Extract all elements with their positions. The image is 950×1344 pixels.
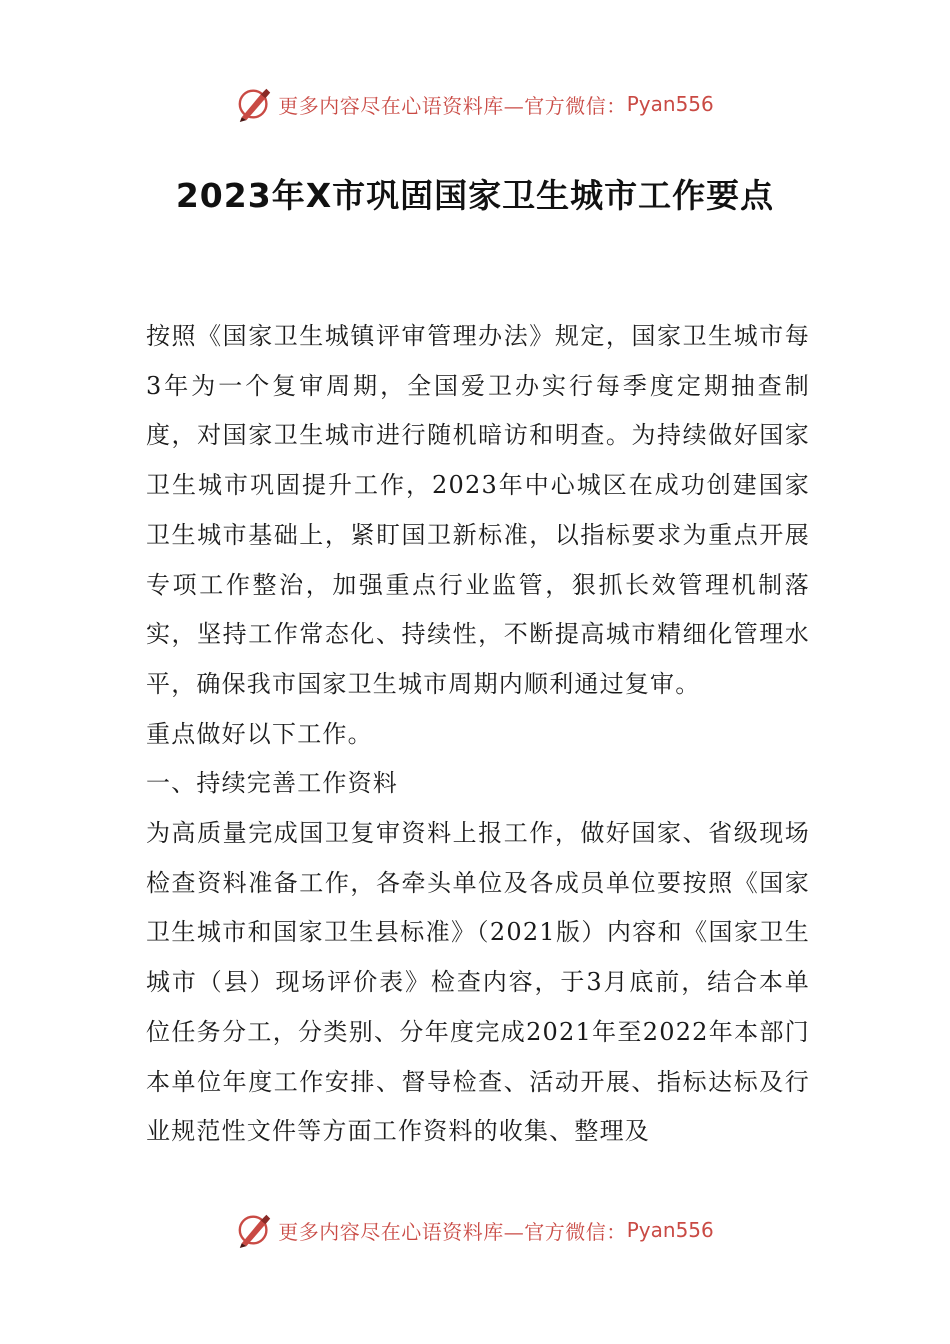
watermark-text: 更多内容尽在心语资料库—官方微信：: [278, 93, 627, 118]
header-watermark: [0, 82, 950, 126]
page-title: 2023年X市巩固国家卫生城市工作要点: [175, 176, 775, 215]
footer-watermark: [0, 1208, 950, 1252]
watermark-text: 更多内容尽在心语资料库—官方微信：: [278, 1219, 627, 1244]
paragraph-section-1: 为高质量完成国卫复审资料上报工作，做好国家、省级现场检查资料准备工作，各牵头单位及各成员单位要按照《国家卫生城市和国家卫生县标准》（2021版）内容和《国家卫生城市（县）现场评价表》检查内容，于3月底前，结合本单位任务分工，分类别、分年度完成2021年至2022年本部门本单位年度工作安排、督导检查、活动开展、指标达标及行业规范性文件等方面工作资料的收集、整理及: [146, 819, 810, 1146]
watermark-wechat-id: Pyan556: [626, 92, 714, 116]
paragraph-summary: 重点做好以下工作。: [146, 719, 373, 748]
section-heading-1: 一、持续完善工作资料: [146, 769, 398, 798]
paragraph-intro: 按照《国家卫生城镇评审管理办法》规定，国家卫生城市每3年为一个复审周期，全国爱卫办实行每季度定期抽查制度，对国家卫生城市进行随机暗访和明查。为持续做好国家卫生城市巩固提升工作，2023年中心城区在成功创建国家卫生城市基础上，紧盯国卫新标准，以指标要求为重点开展专项工作整治，加强重点行业监管，狠抓长效管理机制落实，坚持工作常态化、持续性，不断提高城市精细化管理水平，确保我市国家卫生城市周期内顺利通过复审。: [146, 322, 810, 698]
watermark-wechat-id: Pyan556: [626, 1218, 714, 1242]
pen-logo-icon: [236, 1211, 274, 1249]
pen-logo-icon: [236, 85, 274, 123]
document-body: [146, 312, 810, 1157]
